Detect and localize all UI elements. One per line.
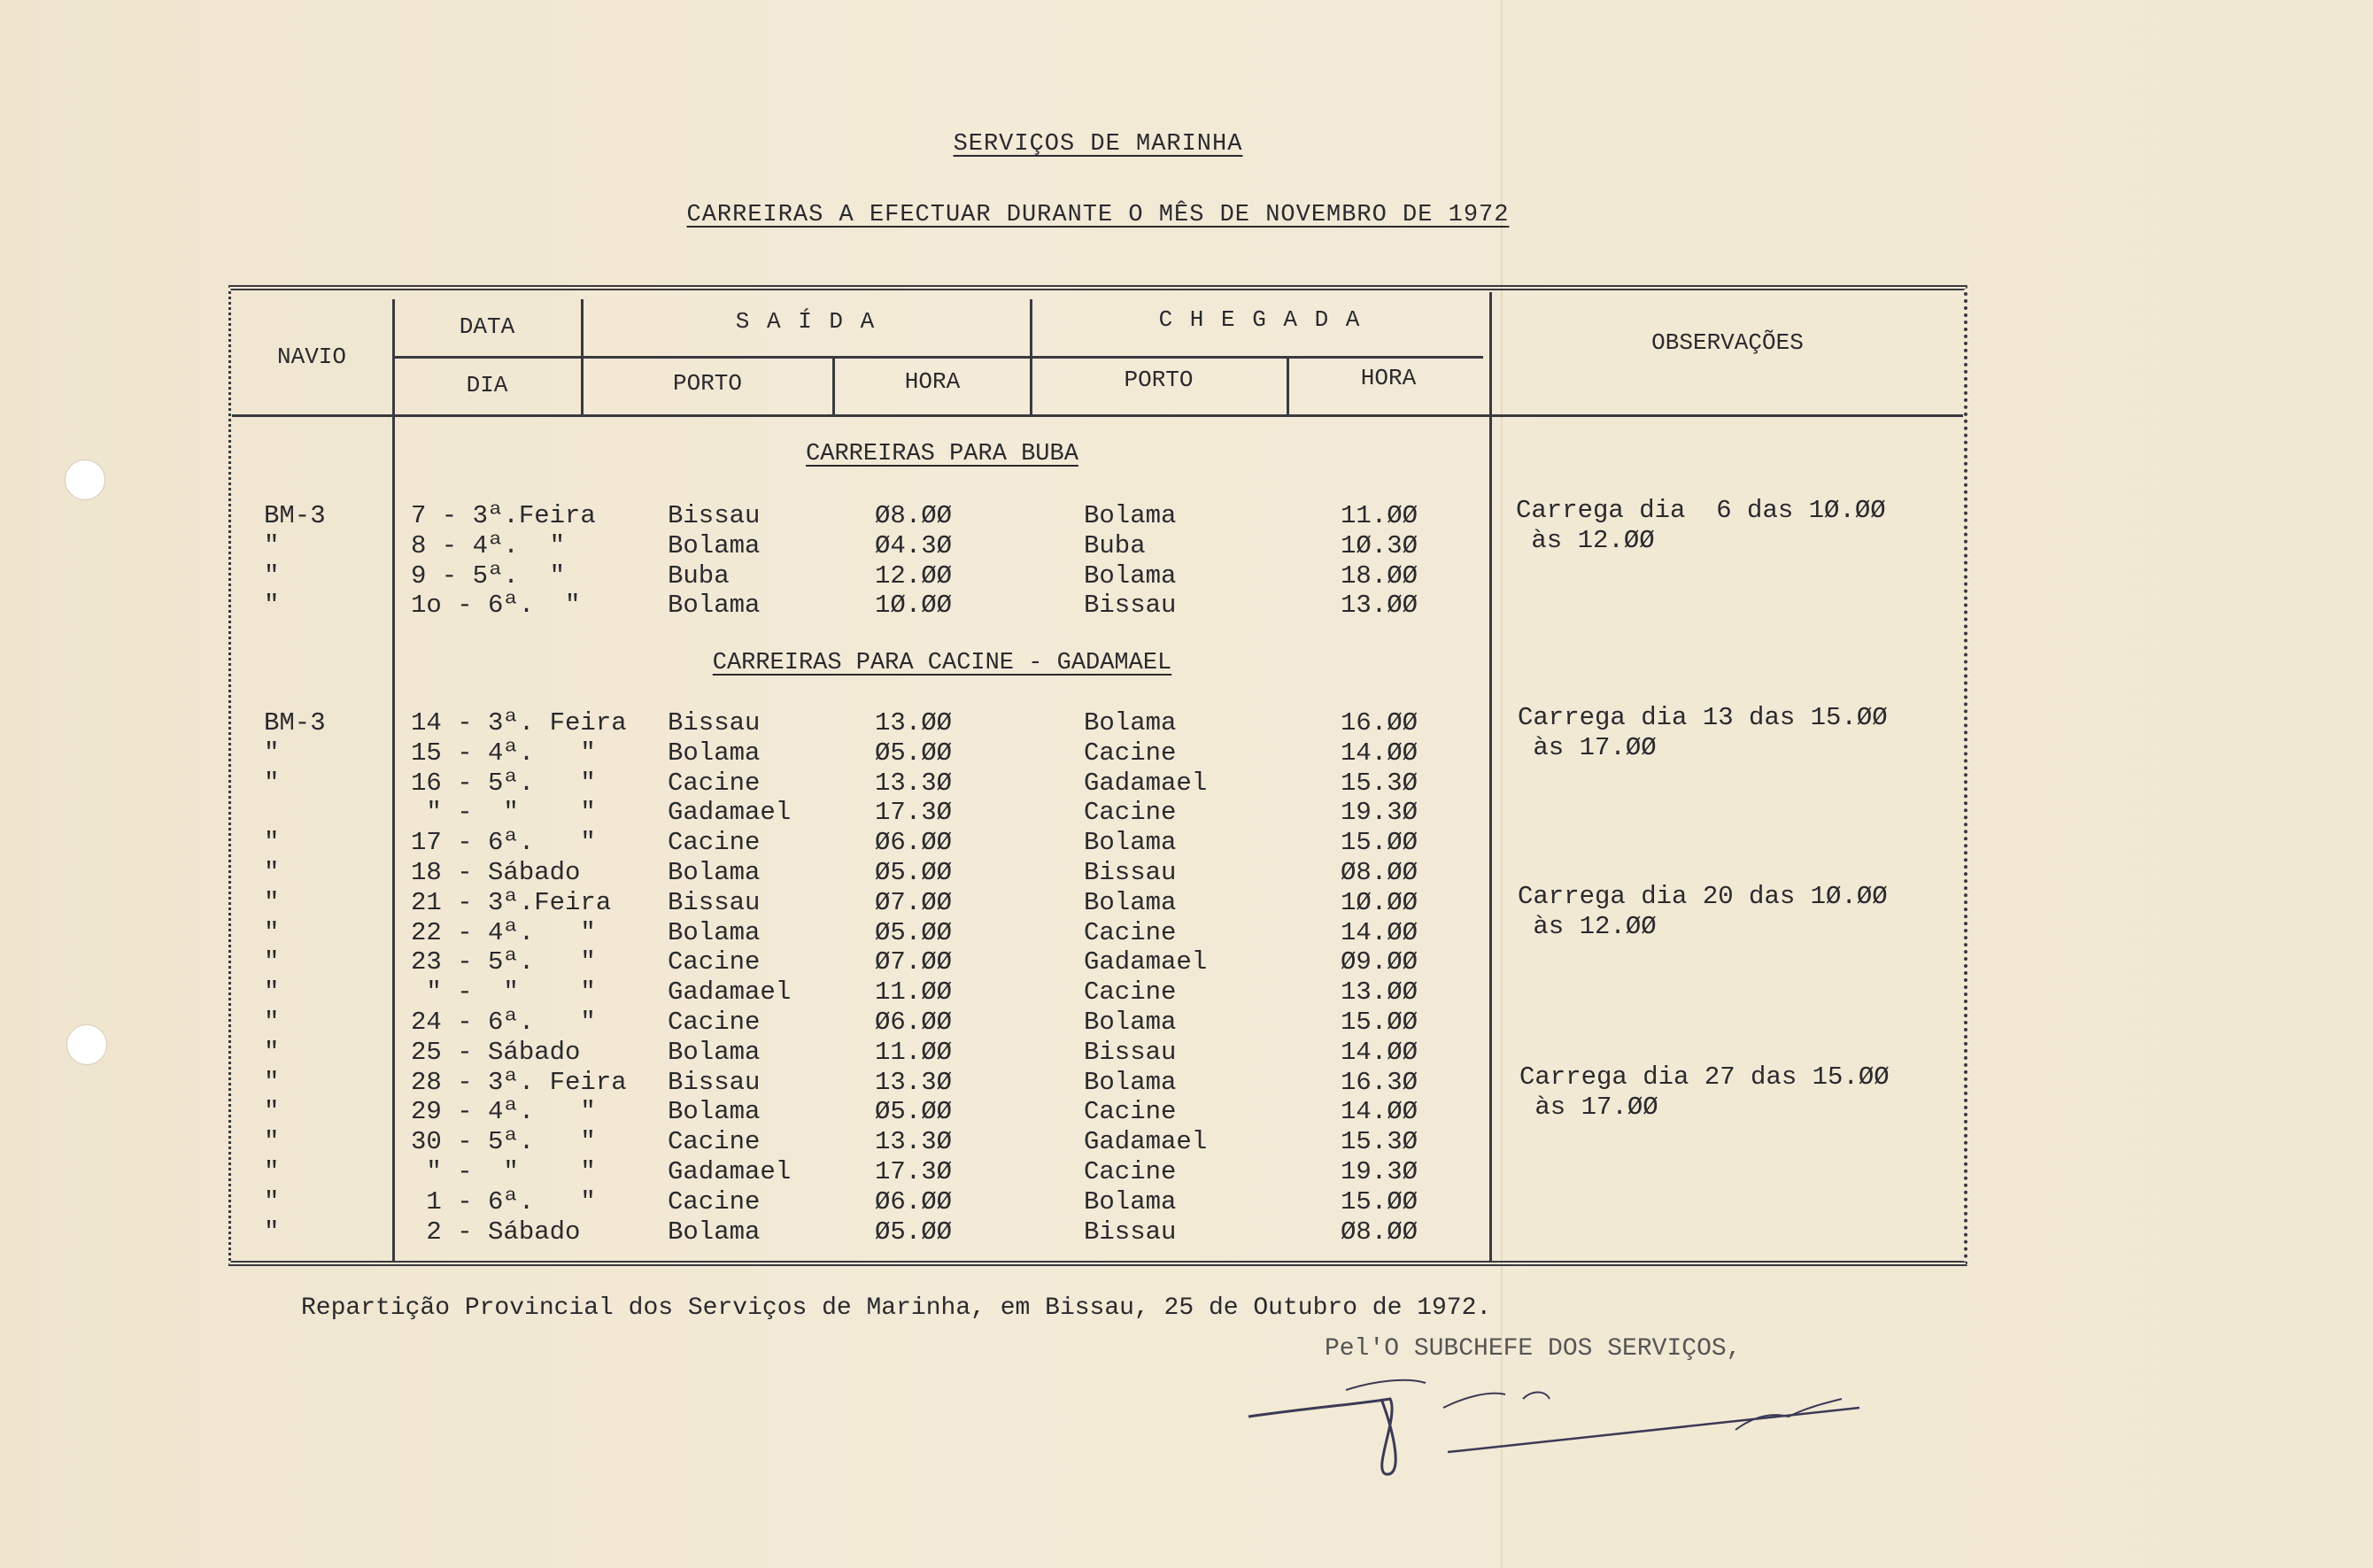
cell-porto-saida: Bolama (668, 531, 761, 560)
cell-porto-saida: Bolama (668, 1217, 761, 1247)
cell-porto-saida: Cacine (668, 1008, 761, 1037)
cell-navio: " (264, 1008, 280, 1037)
cell-porto-chegada: Bissau (1084, 1038, 1177, 1067)
cell-hora-chegada: 15.3Ø (1341, 1127, 1418, 1156)
cell-dia: 21 - 3ª.Feira (411, 888, 612, 917)
cell-navio: BM-3 (264, 708, 326, 738)
cell-hora-chegada: 15.3Ø (1341, 769, 1418, 798)
cell-navio: " (264, 531, 280, 560)
cell-porto-saida: Bolama (668, 858, 761, 887)
cell-porto-chegada: Cacine (1084, 1157, 1177, 1186)
cell-hora-saida: Ø5.ØØ (875, 738, 953, 768)
cell-porto-chegada: Bissau (1084, 858, 1177, 887)
header-saida: S A Í D A (735, 308, 877, 335)
cell-hora-saida: 13.3Ø (875, 1068, 953, 1097)
cell-hora-chegada: 18.ØØ (1341, 561, 1418, 591)
document-subtitle: CARREIRAS A EFECTUAR DURANTE O MÊS DE NOVEMBRO DE 1972 (686, 202, 1510, 228)
cell-porto-saida: Cacine (668, 1187, 761, 1217)
cell-dia: 23 - 5ª. " (411, 947, 596, 977)
cell-porto-chegada: Cacine (1084, 738, 1177, 768)
cell-hora-chegada: 1Ø.3Ø (1341, 531, 1418, 560)
cell-hora-chegada: 19.3Ø (1341, 1157, 1418, 1186)
cell-dia: 17 - 6ª. " (411, 828, 596, 857)
cell-porto-chegada: Bolama (1084, 1068, 1177, 1097)
cell-hora-saida: 17.3Ø (875, 1157, 953, 1186)
cell-porto-chegada: Bolama (1084, 888, 1177, 917)
cell-navio: " (264, 769, 280, 798)
cell-hora-chegada: 11.ØØ (1341, 501, 1418, 530)
cell-hora-saida: Ø8.ØØ (875, 501, 953, 530)
cell-porto-saida: Cacine (668, 769, 761, 798)
cell-dia: 16 - 5ª. " (411, 769, 596, 798)
cell-navio: " (264, 591, 280, 620)
cell-dia: 25 - Sábado (411, 1038, 581, 1067)
cell-hora-chegada: 14.ØØ (1341, 918, 1418, 947)
header-chegada: C H E G A D A (1158, 306, 1362, 333)
cell-hora-chegada: 13.ØØ (1341, 977, 1418, 1007)
cell-hora-saida: Ø5.ØØ (875, 918, 953, 947)
cell-dia: " - " " (411, 798, 596, 827)
cell-porto-saida: Bolama (668, 1038, 761, 1067)
cell-hora-saida: Ø5.ØØ (875, 858, 953, 887)
cell-hora-chegada: 14.ØØ (1341, 1097, 1418, 1126)
cell-porto-chegada: Bolama (1084, 501, 1177, 530)
cell-porto-chegada: Gadamael (1084, 947, 1208, 977)
cell-porto-chegada: Cacine (1084, 1097, 1177, 1126)
observation-note: Carrega dia 6 das 1Ø.ØØ às 12.ØØ (1516, 496, 1886, 555)
header-navio: NAVIO (276, 344, 346, 370)
cell-dia: 24 - 6ª. " (411, 1008, 596, 1037)
cell-hora-saida: Ø6.ØØ (875, 1008, 953, 1037)
cell-dia: 30 - 5ª. " (411, 1127, 596, 1156)
cell-navio: " (264, 1068, 280, 1097)
cell-porto-saida: Bolama (668, 591, 761, 620)
header-data: DATA (459, 313, 515, 340)
cell-hora-chegada: 16.ØØ (1341, 708, 1418, 738)
cell-navio: " (264, 1038, 280, 1067)
cell-porto-saida: Bissau (668, 708, 761, 738)
cell-hora-saida: Ø5.ØØ (875, 1097, 953, 1126)
cell-hora-saida: Ø7.ØØ (875, 947, 953, 977)
cell-navio: " (264, 1097, 280, 1126)
cell-porto-chegada: Cacine (1084, 977, 1177, 1007)
header-porto-saida: PORTO (672, 370, 742, 397)
cell-porto-saida: Cacine (668, 828, 761, 857)
cell-hora-chegada: 15.ØØ (1341, 1008, 1418, 1037)
cell-dia: 7 - 3ª.Feira (411, 501, 596, 530)
cell-hora-chegada: Ø9.ØØ (1341, 947, 1418, 977)
cell-hora-saida: 17.3Ø (875, 798, 953, 827)
cell-navio: " (264, 1127, 280, 1156)
cell-hora-chegada: 13.ØØ (1341, 591, 1418, 620)
cell-dia: 18 - Sábado (411, 858, 581, 887)
cell-porto-chegada: Bissau (1084, 1217, 1177, 1247)
handwritten-signature (1240, 1363, 1895, 1496)
observation-note: Carrega dia 20 das 1Ø.ØØ às 12.ØØ (1518, 882, 1888, 941)
cell-dia: " - " " (411, 977, 596, 1007)
cell-dia: 14 - 3ª. Feira (411, 708, 627, 738)
cell-hora-saida: 12.ØØ (875, 561, 953, 591)
cell-porto-chegada: Cacine (1084, 918, 1177, 947)
punch-hole (66, 1024, 107, 1065)
cell-dia: 8 - 4ª. " (411, 531, 566, 560)
cell-navio: " (264, 1217, 280, 1247)
cell-dia: 1 - 6ª. " (411, 1187, 596, 1217)
cell-navio: " (264, 918, 280, 947)
cell-porto-saida: Buba (668, 561, 730, 591)
cell-porto-saida: Cacine (668, 1127, 761, 1156)
cell-dia: 28 - 3ª. Feira (411, 1068, 627, 1097)
cell-hora-chegada: 1Ø.ØØ (1341, 888, 1418, 917)
cell-porto-saida: Gadamael (668, 1157, 792, 1186)
cell-porto-saida: Bolama (668, 918, 761, 947)
cell-navio: " (264, 828, 280, 857)
cell-dia: 22 - 4ª. " (411, 918, 596, 947)
cell-dia: 15 - 4ª. " (411, 738, 596, 768)
cell-dia: 1o - 6ª. " (411, 591, 581, 620)
cell-porto-saida: Bolama (668, 738, 761, 768)
cell-hora-chegada: Ø8.ØØ (1341, 858, 1418, 887)
cell-dia: 29 - 4ª. " (411, 1097, 596, 1126)
col-line-dia (581, 299, 584, 414)
cell-porto-saida: Gadamael (668, 977, 792, 1007)
cell-hora-saida: Ø7.ØØ (875, 888, 953, 917)
signature-label: Pel'O SUBCHEFE DOS SERVIÇOS, (1325, 1335, 1742, 1363)
footer-line: Repartição Provincial dos Serviços de Marinha, em Bissau, 25 de Outubro de 1972. (301, 1294, 1492, 1322)
cell-hora-chegada: 14.ØØ (1341, 1038, 1418, 1067)
cell-porto-chegada: Bolama (1084, 708, 1177, 738)
cell-porto-chegada: Gadamael (1084, 1127, 1208, 1156)
cell-hora-saida: 11.ØØ (875, 1038, 953, 1067)
cell-porto-chegada: Bolama (1084, 1008, 1177, 1037)
header-hora-saida: HORA (904, 368, 961, 395)
observation-note: Carrega dia 13 das 15.ØØ às 17.ØØ (1518, 703, 1888, 762)
section-title-buba: CARREIRAS PARA BUBA (806, 441, 1078, 467)
cell-navio: " (264, 888, 280, 917)
cell-hora-chegada: 15.ØØ (1341, 828, 1418, 857)
cell-navio: " (264, 1157, 280, 1186)
document-title: SERVIÇOS DE MARINHA (953, 131, 1243, 158)
cell-dia: 9 - 5ª. " (411, 561, 566, 591)
cell-navio: " (264, 858, 280, 887)
header-observacoes: OBSERVAÇÕES (1651, 329, 1804, 356)
cell-porto-saida: Bolama (668, 1097, 761, 1126)
cell-hora-saida: 13.3Ø (875, 1127, 953, 1156)
cell-hora-saida: Ø6.ØØ (875, 1187, 953, 1217)
cell-porto-chegada: Gadamael (1084, 769, 1208, 798)
cell-navio: " (264, 561, 280, 591)
cell-hora-chegada: Ø8.ØØ (1341, 1217, 1418, 1247)
cell-navio: " (264, 738, 280, 768)
cell-navio: BM-3 (264, 501, 326, 530)
col-line-chegada (1489, 292, 1492, 1263)
cell-porto-saida: Bissau (668, 501, 761, 530)
cell-porto-saida: Cacine (668, 947, 761, 977)
cell-hora-chegada: 16.3Ø (1341, 1068, 1418, 1097)
section-title-cacine: CARREIRAS PARA CACINE - GADAMAEL (712, 650, 1172, 676)
cell-navio: " (264, 1187, 280, 1217)
header-divider (392, 356, 1483, 359)
cell-porto-saida: Bissau (668, 888, 761, 917)
cell-hora-saida: 11.ØØ (875, 977, 953, 1007)
cell-porto-chegada: Cacine (1084, 798, 1177, 827)
col-line-porto-s (832, 356, 835, 414)
cell-hora-saida: 1Ø.ØØ (875, 591, 953, 620)
header-hora-chegada: HORA (1360, 365, 1417, 391)
header-dia: DIA (466, 372, 508, 398)
cell-hora-chegada: 15.ØØ (1341, 1187, 1418, 1217)
cell-hora-saida: Ø5.ØØ (875, 1217, 953, 1247)
cell-navio: " (264, 977, 280, 1007)
header-porto-chegada: PORTO (1124, 367, 1194, 393)
observation-note: Carrega dia 27 das 15.ØØ às 17.ØØ (1519, 1062, 1890, 1122)
cell-hora-saida: Ø4.3Ø (875, 531, 953, 560)
cell-hora-saida: 13.3Ø (875, 769, 953, 798)
cell-hora-saida: 13.ØØ (875, 708, 953, 738)
cell-porto-saida: Bissau (668, 1068, 761, 1097)
cell-hora-saida: Ø6.ØØ (875, 828, 953, 857)
cell-hora-chegada: 14.ØØ (1341, 738, 1418, 768)
cell-porto-chegada: Bissau (1084, 591, 1177, 620)
cell-dia: 2 - Sábado (411, 1217, 581, 1247)
header-bottom-line (232, 414, 1963, 417)
cell-porto-chegada: Buba (1084, 531, 1146, 560)
cell-navio: " (264, 947, 280, 977)
cell-porto-chegada: Bolama (1084, 561, 1177, 591)
punch-hole (65, 460, 105, 500)
cell-hora-chegada: 19.3Ø (1341, 798, 1418, 827)
cell-dia: " - " " (411, 1157, 596, 1186)
cell-porto-chegada: Bolama (1084, 828, 1177, 857)
cell-porto-chegada: Bolama (1084, 1187, 1177, 1217)
cell-porto-saida: Gadamael (668, 798, 792, 827)
